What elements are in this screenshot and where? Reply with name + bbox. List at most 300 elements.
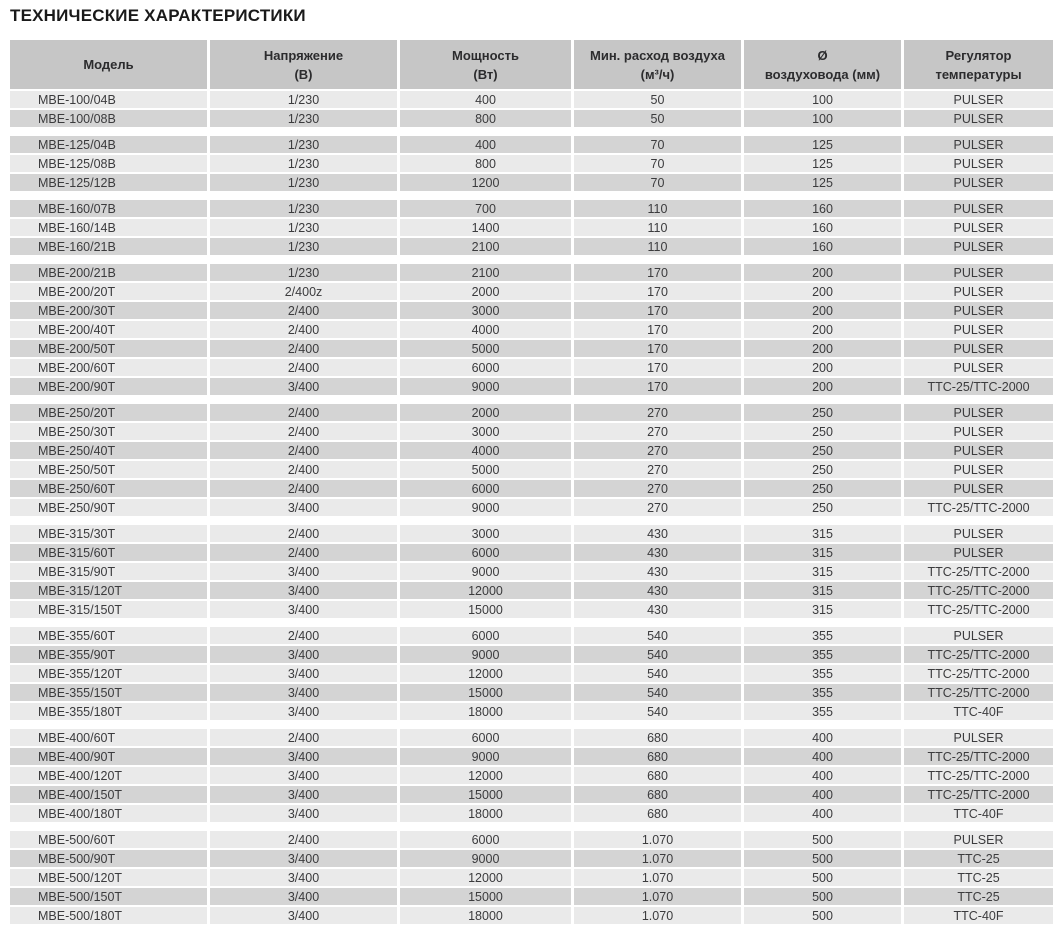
column-header-duct-diameter bbox=[744, 40, 901, 89]
cell-temp-regulator: TTC-25/TTC-2000 bbox=[904, 748, 1053, 765]
table-row bbox=[10, 627, 1053, 646]
cell-duct-diameter: 250 bbox=[744, 499, 901, 516]
cell-duct-diameter: 200 bbox=[744, 321, 901, 338]
cell-duct-diameter: 355 bbox=[744, 665, 901, 682]
cell-temp-regulator: PULSER bbox=[904, 302, 1053, 319]
cell-power: 18000 bbox=[400, 805, 571, 822]
cell-min-airflow: 1.070 bbox=[574, 850, 741, 867]
table-row bbox=[10, 684, 1053, 703]
cell-model: MBE-500/150T bbox=[10, 888, 207, 905]
cell-power: 9000 bbox=[400, 748, 571, 765]
table-row bbox=[10, 831, 1053, 850]
cell-model: MBE-400/90T bbox=[10, 748, 207, 765]
cell-min-airflow: 680 bbox=[574, 786, 741, 803]
table-row bbox=[10, 888, 1053, 907]
table-row bbox=[10, 200, 1053, 219]
cell-temp-regulator: PULSER bbox=[904, 525, 1053, 542]
cell-power: 12000 bbox=[400, 767, 571, 784]
group-separator bbox=[10, 518, 1053, 525]
cell-duct-diameter: 355 bbox=[744, 646, 901, 663]
cell-duct-diameter: 200 bbox=[744, 378, 901, 395]
cell-min-airflow: 270 bbox=[574, 442, 741, 459]
cell-duct-diameter: 500 bbox=[744, 888, 901, 905]
cell-model: MBE-355/150T bbox=[10, 684, 207, 701]
table-row bbox=[10, 174, 1053, 193]
cell-voltage: 2/400 bbox=[210, 544, 397, 561]
cell-voltage: 2/400 bbox=[210, 404, 397, 421]
cell-min-airflow: 680 bbox=[574, 729, 741, 746]
cell-min-airflow: 680 bbox=[574, 748, 741, 765]
cell-power: 2000 bbox=[400, 283, 571, 300]
cell-voltage: 3/400 bbox=[210, 888, 397, 905]
cell-min-airflow: 1.070 bbox=[574, 831, 741, 848]
table-row bbox=[10, 748, 1053, 767]
page-title: ТЕХНИЧЕСКИЕ ХАРАКТЕРИСТИКИ bbox=[10, 6, 306, 25]
cell-temp-regulator: PULSER bbox=[904, 461, 1053, 478]
cell-voltage: 1/230 bbox=[210, 200, 397, 217]
cell-power: 400 bbox=[400, 91, 571, 108]
cell-voltage: 3/400 bbox=[210, 684, 397, 701]
table-row bbox=[10, 544, 1053, 563]
cell-voltage: 2/400 bbox=[210, 525, 397, 542]
cell-min-airflow: 50 bbox=[574, 91, 741, 108]
cell-voltage: 2/400 bbox=[210, 442, 397, 459]
cell-duct-diameter: 500 bbox=[744, 907, 901, 924]
cell-voltage: 1/230 bbox=[210, 174, 397, 191]
cell-model: MBE-500/90T bbox=[10, 850, 207, 867]
cell-model: MBE-400/150T bbox=[10, 786, 207, 803]
cell-duct-diameter: 100 bbox=[744, 91, 901, 108]
cell-voltage: 2/400z bbox=[210, 283, 397, 300]
cell-duct-diameter: 250 bbox=[744, 404, 901, 421]
cell-duct-diameter: 125 bbox=[744, 136, 901, 153]
cell-duct-diameter: 250 bbox=[744, 442, 901, 459]
cell-model: MBE-250/40T bbox=[10, 442, 207, 459]
cell-min-airflow: 1.070 bbox=[574, 869, 741, 886]
cell-duct-diameter: 250 bbox=[744, 423, 901, 440]
table-row bbox=[10, 321, 1053, 340]
table-row bbox=[10, 480, 1053, 499]
cell-voltage: 3/400 bbox=[210, 665, 397, 682]
cell-model: MBE-315/60T bbox=[10, 544, 207, 561]
cell-temp-regulator: TTC-25/TTC-2000 bbox=[904, 582, 1053, 599]
table-row bbox=[10, 582, 1053, 601]
cell-min-airflow: 170 bbox=[574, 321, 741, 338]
cell-duct-diameter: 400 bbox=[744, 748, 901, 765]
table-row bbox=[10, 283, 1053, 302]
cell-model: MBE-200/21B bbox=[10, 264, 207, 281]
cell-min-airflow: 110 bbox=[574, 200, 741, 217]
cell-model: MBE-355/120T bbox=[10, 665, 207, 682]
table-row bbox=[10, 302, 1053, 321]
cell-duct-diameter: 315 bbox=[744, 563, 901, 580]
cell-min-airflow: 170 bbox=[574, 264, 741, 281]
cell-duct-diameter: 160 bbox=[744, 200, 901, 217]
cell-model: MBE-400/60T bbox=[10, 729, 207, 746]
cell-temp-regulator: PULSER bbox=[904, 238, 1053, 255]
cell-duct-diameter: 315 bbox=[744, 601, 901, 618]
cell-temp-regulator: PULSER bbox=[904, 91, 1053, 108]
cell-power: 4000 bbox=[400, 321, 571, 338]
cell-power: 1200 bbox=[400, 174, 571, 191]
table-row bbox=[10, 442, 1053, 461]
cell-temp-regulator: PULSER bbox=[904, 423, 1053, 440]
cell-min-airflow: 110 bbox=[574, 219, 741, 236]
cell-model: MBE-200/30T bbox=[10, 302, 207, 319]
cell-min-airflow: 110 bbox=[574, 238, 741, 255]
cell-temp-regulator: PULSER bbox=[904, 359, 1053, 376]
cell-min-airflow: 70 bbox=[574, 174, 741, 191]
cell-power: 6000 bbox=[400, 729, 571, 746]
cell-voltage: 2/400 bbox=[210, 302, 397, 319]
header-line: температуры bbox=[935, 66, 1022, 82]
cell-min-airflow: 430 bbox=[574, 544, 741, 561]
cell-voltage: 2/400 bbox=[210, 461, 397, 478]
cell-power: 6000 bbox=[400, 359, 571, 376]
cell-min-airflow: 540 bbox=[574, 627, 741, 644]
cell-voltage: 1/230 bbox=[210, 238, 397, 255]
cell-temp-regulator: PULSER bbox=[904, 831, 1053, 848]
cell-model: MBE-315/120T bbox=[10, 582, 207, 599]
cell-voltage: 3/400 bbox=[210, 646, 397, 663]
column-header-temp-regulator bbox=[904, 40, 1053, 89]
cell-min-airflow: 680 bbox=[574, 767, 741, 784]
cell-model: MBE-250/30T bbox=[10, 423, 207, 440]
table-row bbox=[10, 136, 1053, 155]
group-separator bbox=[10, 397, 1053, 404]
cell-model: MBE-500/180T bbox=[10, 907, 207, 924]
cell-model: MBE-100/08B bbox=[10, 110, 207, 127]
cell-power: 12000 bbox=[400, 869, 571, 886]
cell-temp-regulator: PULSER bbox=[904, 136, 1053, 153]
cell-model: MBE-250/50T bbox=[10, 461, 207, 478]
cell-min-airflow: 1.070 bbox=[574, 888, 741, 905]
cell-power: 800 bbox=[400, 110, 571, 127]
cell-duct-diameter: 100 bbox=[744, 110, 901, 127]
header-line: Модель bbox=[83, 57, 134, 72]
cell-model: MBE-355/90T bbox=[10, 646, 207, 663]
cell-voltage: 1/230 bbox=[210, 110, 397, 127]
cell-duct-diameter: 400 bbox=[744, 786, 901, 803]
cell-min-airflow: 540 bbox=[574, 684, 741, 701]
cell-duct-diameter: 355 bbox=[744, 703, 901, 720]
cell-power: 18000 bbox=[400, 907, 571, 924]
cell-voltage: 3/400 bbox=[210, 786, 397, 803]
cell-voltage: 1/230 bbox=[210, 91, 397, 108]
cell-temp-regulator: PULSER bbox=[904, 219, 1053, 236]
cell-duct-diameter: 315 bbox=[744, 544, 901, 561]
group-separator bbox=[10, 722, 1053, 729]
cell-min-airflow: 170 bbox=[574, 283, 741, 300]
cell-min-airflow: 430 bbox=[574, 563, 741, 580]
header-line: Мин. расход воздуха bbox=[590, 47, 725, 63]
cell-temp-regulator: TTC-25/TTC-2000 bbox=[904, 499, 1053, 516]
table-row bbox=[10, 155, 1053, 174]
cell-duct-diameter: 250 bbox=[744, 480, 901, 497]
table-row bbox=[10, 340, 1053, 359]
cell-temp-regulator: TTC-25 bbox=[904, 850, 1053, 867]
cell-power: 9000 bbox=[400, 850, 571, 867]
cell-power: 18000 bbox=[400, 703, 571, 720]
header-line: Мощность bbox=[452, 47, 519, 63]
cell-duct-diameter: 500 bbox=[744, 869, 901, 886]
cell-power: 12000 bbox=[400, 665, 571, 682]
cell-model: MBE-160/07B bbox=[10, 200, 207, 217]
cell-temp-regulator: PULSER bbox=[904, 155, 1053, 172]
cell-duct-diameter: 250 bbox=[744, 461, 901, 478]
table-row bbox=[10, 359, 1053, 378]
cell-power: 6000 bbox=[400, 627, 571, 644]
cell-model: MBE-160/21B bbox=[10, 238, 207, 255]
cell-temp-regulator: TTC-40F bbox=[904, 805, 1053, 822]
cell-duct-diameter: 500 bbox=[744, 831, 901, 848]
cell-power: 3000 bbox=[400, 525, 571, 542]
table-row bbox=[10, 869, 1053, 888]
header-line: Регулятор bbox=[945, 47, 1012, 63]
cell-temp-regulator: PULSER bbox=[904, 321, 1053, 338]
cell-duct-diameter: 315 bbox=[744, 582, 901, 599]
cell-temp-regulator: TTC-40F bbox=[904, 907, 1053, 924]
cell-temp-regulator: PULSER bbox=[904, 729, 1053, 746]
cell-voltage: 2/400 bbox=[210, 627, 397, 644]
cell-model: MBE-315/150T bbox=[10, 601, 207, 618]
cell-temp-regulator: TTC-25 bbox=[904, 888, 1053, 905]
cell-min-airflow: 1.070 bbox=[574, 907, 741, 924]
cell-voltage: 2/400 bbox=[210, 321, 397, 338]
cell-model: MBE-250/20T bbox=[10, 404, 207, 421]
table-row bbox=[10, 563, 1053, 582]
cell-duct-diameter: 160 bbox=[744, 238, 901, 255]
table-row bbox=[10, 805, 1053, 824]
cell-duct-diameter: 315 bbox=[744, 525, 901, 542]
cell-model: MBE-100/04B bbox=[10, 91, 207, 108]
cell-model: MBE-250/90T bbox=[10, 499, 207, 516]
table-row bbox=[10, 646, 1053, 665]
cell-voltage: 1/230 bbox=[210, 219, 397, 236]
cell-temp-regulator: PULSER bbox=[904, 404, 1053, 421]
cell-min-airflow: 270 bbox=[574, 499, 741, 516]
cell-model: MBE-315/90T bbox=[10, 563, 207, 580]
cell-duct-diameter: 200 bbox=[744, 340, 901, 357]
cell-duct-diameter: 500 bbox=[744, 850, 901, 867]
cell-voltage: 2/400 bbox=[210, 831, 397, 848]
table-row bbox=[10, 378, 1053, 397]
cell-model: MBE-200/90T bbox=[10, 378, 207, 395]
cell-model: MBE-250/60T bbox=[10, 480, 207, 497]
cell-duct-diameter: 355 bbox=[744, 627, 901, 644]
table-body bbox=[10, 91, 1053, 926]
cell-min-airflow: 680 bbox=[574, 805, 741, 822]
cell-temp-regulator: TTC-40F bbox=[904, 703, 1053, 720]
cell-voltage: 1/230 bbox=[210, 264, 397, 281]
table-row bbox=[10, 525, 1053, 544]
cell-voltage: 3/400 bbox=[210, 907, 397, 924]
cell-power: 800 bbox=[400, 155, 571, 172]
cell-temp-regulator: TTC-25/TTC-2000 bbox=[904, 646, 1053, 663]
table-row bbox=[10, 729, 1053, 748]
cell-model: MBE-355/60T bbox=[10, 627, 207, 644]
cell-min-airflow: 50 bbox=[574, 110, 741, 127]
cell-power: 9000 bbox=[400, 378, 571, 395]
cell-model: MBE-125/04B bbox=[10, 136, 207, 153]
table-row bbox=[10, 110, 1053, 129]
cell-duct-diameter: 400 bbox=[744, 767, 901, 784]
table-row bbox=[10, 601, 1053, 620]
cell-power: 15000 bbox=[400, 786, 571, 803]
column-header-voltage bbox=[210, 40, 397, 89]
cell-voltage: 1/230 bbox=[210, 136, 397, 153]
cell-voltage: 2/400 bbox=[210, 423, 397, 440]
table-row bbox=[10, 767, 1053, 786]
cell-voltage: 3/400 bbox=[210, 767, 397, 784]
cell-temp-regulator: PULSER bbox=[904, 174, 1053, 191]
cell-power: 5000 bbox=[400, 461, 571, 478]
cell-temp-regulator: TTC-25/TTC-2000 bbox=[904, 767, 1053, 784]
cell-temp-regulator: TTC-25/TTC-2000 bbox=[904, 563, 1053, 580]
cell-min-airflow: 270 bbox=[574, 423, 741, 440]
cell-power: 9000 bbox=[400, 499, 571, 516]
cell-voltage: 3/400 bbox=[210, 499, 397, 516]
cell-voltage: 3/400 bbox=[210, 563, 397, 580]
cell-duct-diameter: 200 bbox=[744, 283, 901, 300]
cell-power: 3000 bbox=[400, 302, 571, 319]
column-header-model bbox=[10, 40, 207, 89]
cell-power: 2000 bbox=[400, 404, 571, 421]
cell-temp-regulator: TTC-25/TTC-2000 bbox=[904, 601, 1053, 618]
cell-duct-diameter: 200 bbox=[744, 302, 901, 319]
cell-power: 15000 bbox=[400, 888, 571, 905]
cell-temp-regulator: PULSER bbox=[904, 442, 1053, 459]
header-line: воздуховода (мм) bbox=[764, 66, 881, 82]
cell-min-airflow: 430 bbox=[574, 601, 741, 618]
header-line: (В) bbox=[294, 66, 313, 82]
cell-voltage: 3/400 bbox=[210, 805, 397, 822]
cell-temp-regulator: PULSER bbox=[904, 544, 1053, 561]
table-row bbox=[10, 907, 1053, 926]
column-header-power bbox=[400, 40, 571, 89]
cell-model: MBE-500/60T bbox=[10, 831, 207, 848]
cell-model: MBE-200/60T bbox=[10, 359, 207, 376]
cell-temp-regulator: PULSER bbox=[904, 480, 1053, 497]
cell-min-airflow: 170 bbox=[574, 359, 741, 376]
cell-power: 6000 bbox=[400, 480, 571, 497]
cell-voltage: 3/400 bbox=[210, 850, 397, 867]
cell-model: MBE-125/12B bbox=[10, 174, 207, 191]
cell-voltage: 3/400 bbox=[210, 582, 397, 599]
cell-duct-diameter: 160 bbox=[744, 219, 901, 236]
table-row bbox=[10, 219, 1053, 238]
cell-temp-regulator: TTC-25/TTC-2000 bbox=[904, 378, 1053, 395]
cell-voltage: 3/400 bbox=[210, 869, 397, 886]
diameter-symbol: Ø bbox=[817, 47, 828, 63]
cell-power: 2100 bbox=[400, 264, 571, 281]
cell-min-airflow: 170 bbox=[574, 340, 741, 357]
cell-temp-regulator: TTC-25/TTC-2000 bbox=[904, 665, 1053, 682]
cell-power: 2100 bbox=[400, 238, 571, 255]
table-row bbox=[10, 786, 1053, 805]
cell-temp-regulator: TTC-25/TTC-2000 bbox=[904, 786, 1053, 803]
cell-min-airflow: 170 bbox=[574, 378, 741, 395]
cell-min-airflow: 170 bbox=[574, 302, 741, 319]
cell-power: 1400 bbox=[400, 219, 571, 236]
cell-voltage: 1/230 bbox=[210, 155, 397, 172]
cell-min-airflow: 430 bbox=[574, 525, 741, 542]
cell-power: 15000 bbox=[400, 684, 571, 701]
header-line: (м³/ч) bbox=[640, 66, 675, 82]
cell-voltage: 2/400 bbox=[210, 480, 397, 497]
cell-duct-diameter: 200 bbox=[744, 264, 901, 281]
cell-power: 400 bbox=[400, 136, 571, 153]
cell-voltage: 2/400 bbox=[210, 729, 397, 746]
cell-power: 5000 bbox=[400, 340, 571, 357]
cell-model: MBE-200/40T bbox=[10, 321, 207, 338]
cell-power: 4000 bbox=[400, 442, 571, 459]
cell-model: MBE-200/20T bbox=[10, 283, 207, 300]
cell-model: MBE-160/14B bbox=[10, 219, 207, 236]
cell-duct-diameter: 400 bbox=[744, 805, 901, 822]
cell-model: MBE-500/120T bbox=[10, 869, 207, 886]
table-header-row bbox=[10, 40, 1053, 89]
spec-table bbox=[10, 40, 1053, 926]
group-separator bbox=[10, 193, 1053, 200]
cell-power: 6000 bbox=[400, 831, 571, 848]
cell-temp-regulator: PULSER bbox=[904, 340, 1053, 357]
table-row bbox=[10, 404, 1053, 423]
cell-model: MBE-200/50T bbox=[10, 340, 207, 357]
table-row bbox=[10, 499, 1053, 518]
group-separator bbox=[10, 129, 1053, 136]
cell-power: 15000 bbox=[400, 601, 571, 618]
cell-min-airflow: 540 bbox=[574, 646, 741, 663]
table-row bbox=[10, 665, 1053, 684]
cell-duct-diameter: 125 bbox=[744, 174, 901, 191]
cell-min-airflow: 70 bbox=[574, 155, 741, 172]
cell-temp-regulator: TTC-25 bbox=[904, 869, 1053, 886]
cell-voltage: 2/400 bbox=[210, 359, 397, 376]
cell-voltage: 3/400 bbox=[210, 748, 397, 765]
cell-voltage: 3/400 bbox=[210, 378, 397, 395]
table-row bbox=[10, 703, 1053, 722]
cell-min-airflow: 270 bbox=[574, 461, 741, 478]
table-row bbox=[10, 91, 1053, 110]
table-row bbox=[10, 850, 1053, 869]
table-row bbox=[10, 423, 1053, 442]
group-separator bbox=[10, 257, 1053, 264]
group-separator bbox=[10, 824, 1053, 831]
cell-duct-diameter: 400 bbox=[744, 729, 901, 746]
cell-temp-regulator: PULSER bbox=[904, 200, 1053, 217]
cell-min-airflow: 430 bbox=[574, 582, 741, 599]
cell-temp-regulator: TTC-25/TTC-2000 bbox=[904, 684, 1053, 701]
cell-min-airflow: 540 bbox=[574, 665, 741, 682]
cell-min-airflow: 270 bbox=[574, 480, 741, 497]
cell-power: 12000 bbox=[400, 582, 571, 599]
table-row bbox=[10, 264, 1053, 283]
cell-temp-regulator: PULSER bbox=[904, 627, 1053, 644]
cell-temp-regulator: PULSER bbox=[904, 264, 1053, 281]
header-line: Напряжение bbox=[263, 47, 344, 63]
cell-model: MBE-125/08B bbox=[10, 155, 207, 172]
cell-power: 9000 bbox=[400, 563, 571, 580]
column-header-min-airflow bbox=[574, 40, 741, 89]
cell-voltage: 3/400 bbox=[210, 601, 397, 618]
cell-model: MBE-355/180T bbox=[10, 703, 207, 720]
cell-power: 6000 bbox=[400, 544, 571, 561]
cell-voltage: 2/400 bbox=[210, 340, 397, 357]
cell-duct-diameter: 125 bbox=[744, 155, 901, 172]
table-row bbox=[10, 238, 1053, 257]
cell-temp-regulator: PULSER bbox=[904, 283, 1053, 300]
